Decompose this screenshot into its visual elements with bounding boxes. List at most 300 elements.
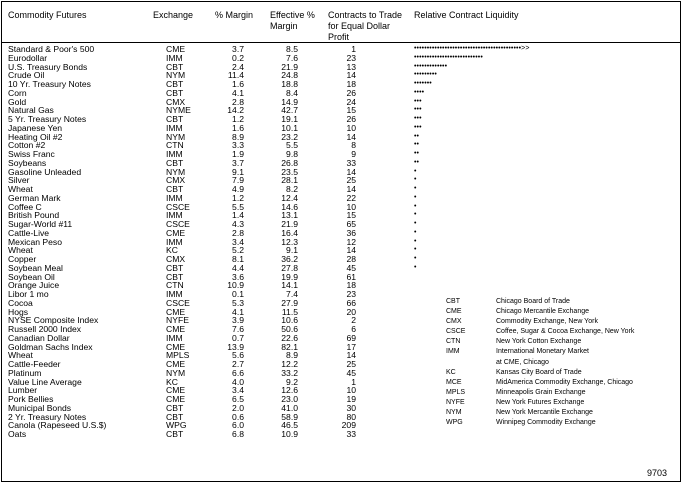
exchange-code: CBT <box>166 402 184 413</box>
liquidity-dots: • <box>414 255 417 262</box>
legend-description: Chicago Mercantile Exchange <box>496 308 589 316</box>
header-exchange: Exchange <box>153 10 194 20</box>
margin-value: 1.4 <box>232 210 244 221</box>
header-contracts: Contracts to Trade for Equal Dollar Profit <box>328 10 403 42</box>
margin-value: 14.2 <box>227 105 244 116</box>
exchange-code: CMX <box>166 96 186 107</box>
margin-value: 9.1 <box>232 166 244 177</box>
contracts-value: 14 <box>346 70 356 81</box>
effective-margin-value: 10.1 <box>281 122 298 133</box>
effective-margin-value: 8.2 <box>286 184 298 194</box>
effective-margin-value: 27.8 <box>281 262 298 273</box>
effective-margin-value: 7.6 <box>286 52 298 63</box>
legend-description: Kansas City Board of Trade <box>496 368 582 376</box>
table-row <box>0 264 684 273</box>
commodity-name: Wheat <box>8 245 33 256</box>
contracts-value: 26 <box>346 114 356 124</box>
table-row <box>0 290 684 299</box>
liquidity-dots: • <box>414 246 417 254</box>
margin-value: 4.1 <box>232 306 244 317</box>
exchange-code: IMM <box>166 332 183 343</box>
effective-margin-value: 8.4 <box>286 87 298 98</box>
commodity-name: Hogs <box>8 306 29 317</box>
effective-margin-value: 24.8 <box>281 70 298 81</box>
effective-margin-value: 14.9 <box>281 96 298 107</box>
legend-description: Winnipeg Commodity Exchange <box>496 419 596 427</box>
table-row <box>0 106 684 115</box>
effective-margin-value: 9.8 <box>286 149 298 159</box>
margin-value: 4.0 <box>232 376 244 387</box>
margin-value: 0.7 <box>232 332 244 343</box>
exchange-code: NYM <box>166 131 186 142</box>
commodity-name: Corn <box>8 87 27 98</box>
liquidity-dots: •• <box>414 141 420 149</box>
table-row <box>0 71 684 80</box>
margin-value: 0.6 <box>232 411 244 422</box>
contracts-value: 13 <box>346 61 356 72</box>
margin-value: 6.5 <box>232 394 244 404</box>
legend-code: NYFE <box>446 398 465 406</box>
margin-value: 1.2 <box>232 192 244 203</box>
exchange-code: NYM <box>166 367 186 378</box>
contracts-value: 1 <box>351 376 356 387</box>
legend-description: Commodity Exchange, New York <box>496 318 598 326</box>
exchange-code: CBT <box>166 429 184 439</box>
legend-description: Chicago Board of Trade <box>496 298 570 305</box>
exchange-code: CTN <box>166 140 184 151</box>
effective-margin-value: 8.5 <box>286 44 298 54</box>
contracts-value: 45 <box>346 367 356 378</box>
legend-code: NYM <box>446 409 462 417</box>
table-row <box>0 176 684 185</box>
effective-margin-value: 9.2 <box>286 376 298 387</box>
contracts-value: 45 <box>346 262 356 273</box>
contracts-value: 18 <box>346 79 356 89</box>
table-row <box>0 63 684 72</box>
table-row <box>0 238 684 247</box>
margin-value: 8.9 <box>232 131 244 142</box>
contracts-value: 9 <box>351 149 356 159</box>
effective-margin-value: 14.1 <box>281 280 298 291</box>
effective-margin-value: 41.0 <box>281 402 298 413</box>
liquidity-dots: • <box>414 202 417 210</box>
effective-margin-value: 36.2 <box>281 254 298 264</box>
effective-margin-value: 12.3 <box>281 236 298 247</box>
liquidity-dots: ••• <box>414 106 422 114</box>
legend-code: MCE <box>446 378 462 386</box>
commodity-name: 10 Yr. Treasury Notes <box>8 79 91 89</box>
legend-code: IMM <box>446 348 460 356</box>
table-row <box>0 246 684 255</box>
table-row <box>0 141 684 150</box>
liquidity-dots: • <box>414 228 417 236</box>
commodity-name: Swiss Franc <box>8 149 55 159</box>
effective-margin-value: 14.6 <box>281 201 298 212</box>
header-liquidity: Relative Contract Liquidity <box>414 10 519 20</box>
liquidity-dots: • <box>414 211 417 219</box>
contracts-value: 20 <box>346 306 356 317</box>
commodity-name: U.S. Treasury Bonds <box>8 61 88 72</box>
commodity-name: Gasoline Unleaded <box>8 166 82 177</box>
margin-value: 5.6 <box>232 350 244 361</box>
effective-margin-value: 18.8 <box>281 79 298 89</box>
exchange-code: IMM <box>166 122 183 133</box>
commodity-name: British Pound <box>8 210 60 221</box>
exchange-code: IMM <box>166 210 183 221</box>
table-row <box>0 229 684 238</box>
margin-value: 3.4 <box>232 385 244 396</box>
figure-code: 9703 <box>647 468 668 478</box>
liquidity-dots: • <box>414 220 417 227</box>
margin-value: 0.2 <box>232 52 244 63</box>
effective-margin-value: 26.8 <box>281 157 298 168</box>
margin-value: 3.3 <box>232 140 244 151</box>
contracts-value: 8 <box>351 140 356 151</box>
margin-value: 3.6 <box>232 271 244 282</box>
legend-description: at CME, Chicago <box>496 358 549 366</box>
contracts-value: 65 <box>346 219 356 229</box>
margin-value: 2.7 <box>232 359 244 369</box>
contracts-value: 23 <box>346 289 356 299</box>
margin-value: 3.7 <box>232 44 244 54</box>
commodity-name: NYSE Composite Index <box>8 315 99 326</box>
effective-margin-value: 42.7 <box>281 105 298 116</box>
contracts-value: 66 <box>346 297 356 308</box>
commodity-name: Russell 2000 Index <box>8 324 82 334</box>
exchange-code: CME <box>166 385 186 396</box>
commodity-name: Copper <box>8 254 37 264</box>
contracts-value: 14 <box>346 166 356 177</box>
commodity-name: Municipal Bonds <box>8 402 72 413</box>
commodity-name: Silver <box>8 175 30 186</box>
margin-value: 6.8 <box>232 429 244 439</box>
effective-margin-value: 23.5 <box>281 166 298 177</box>
contracts-value: 14 <box>346 131 356 142</box>
table-row <box>0 54 684 63</box>
commodity-name: Value Line Average <box>8 376 82 387</box>
liquidity-dots: • <box>414 176 417 184</box>
legend-description: MidAmerica Commodity Exchange, Chicago <box>496 378 633 386</box>
effective-margin-value: 16.4 <box>281 227 298 238</box>
contracts-value: 15 <box>346 210 356 221</box>
commodity-name: Crude Oil <box>8 70 45 81</box>
legend-code: CSCE <box>446 328 466 336</box>
contracts-value: 14 <box>346 245 356 256</box>
liquidity-dots: ••••••••• <box>414 71 437 79</box>
legend-code: WPG <box>446 419 463 427</box>
exchange-code: CBT <box>166 114 184 124</box>
contracts-value: 28 <box>346 254 356 264</box>
commodity-name: Cattle-Feeder <box>8 359 61 369</box>
liquidity-dots: ••••••••••••• <box>414 62 448 70</box>
effective-margin-value: 12.4 <box>281 192 298 203</box>
contracts-value: 22 <box>346 192 356 203</box>
exchange-code: NYME <box>166 105 191 116</box>
exchange-code: CME <box>166 394 186 404</box>
margin-value: 3.9 <box>232 315 244 326</box>
effective-margin-value: 46.5 <box>281 420 298 431</box>
contracts-value: 30 <box>346 402 356 413</box>
margin-value: 5.5 <box>232 201 244 212</box>
commodity-name: Soybean Meal <box>8 262 63 273</box>
contracts-value: 61 <box>346 271 356 282</box>
contracts-value: 209 <box>341 420 356 431</box>
table-row <box>0 89 684 98</box>
margin-value: 2.8 <box>232 227 244 238</box>
commodity-name: Sugar-World #11 <box>8 219 73 229</box>
effective-margin-value: 12.2 <box>281 359 298 369</box>
table-row <box>0 220 684 229</box>
margin-value: 3.7 <box>232 157 244 168</box>
exchange-code: CME <box>166 359 186 369</box>
contracts-value: 80 <box>346 411 356 422</box>
margin-value: 1.9 <box>232 149 244 159</box>
exchange-code: CMX <box>166 175 186 186</box>
commodity-name: 2 Yr. Treasury Notes <box>8 411 87 422</box>
table-row <box>0 430 684 439</box>
liquidity-dots: ••••••• <box>414 80 432 87</box>
header-effective-margin: Effective % Margin <box>270 10 315 31</box>
table-row <box>0 273 684 282</box>
exchange-code: CBT <box>166 157 184 168</box>
legend-code: KC <box>446 368 456 376</box>
commodity-name: Oats <box>8 429 27 439</box>
contracts-value: 14 <box>346 350 356 361</box>
legend-description: Minneapolis Grain Exchange <box>496 388 586 396</box>
margin-value: 7.9 <box>232 175 244 186</box>
exchange-code: CBT <box>166 262 184 273</box>
table-row <box>0 185 684 194</box>
margin-value: 1.6 <box>232 79 244 89</box>
liquidity-dots: • <box>414 193 417 201</box>
margin-value: 10.9 <box>227 280 244 291</box>
effective-margin-value: 58.9 <box>281 411 298 422</box>
commodity-name: Mexican Peso <box>8 236 62 247</box>
contracts-value: 1 <box>351 44 356 54</box>
legend-description: New York Futures Exchange <box>496 398 585 406</box>
effective-margin-value: 19.9 <box>281 271 298 282</box>
contracts-value: 15 <box>346 105 356 116</box>
exchange-code: NYM <box>166 166 186 177</box>
margin-value: 6.6 <box>232 367 244 378</box>
legend-description: New York Cotton Exchange <box>496 338 582 346</box>
commodity-name: Heating Oil #2 <box>8 131 63 142</box>
contracts-value: 17 <box>346 341 356 352</box>
legend-code: CBT <box>446 298 460 305</box>
table-row <box>0 255 684 264</box>
table-row <box>0 281 684 290</box>
exchange-code: CBT <box>166 61 184 72</box>
effective-margin-value: 13.1 <box>281 210 298 221</box>
margin-value: 1.2 <box>232 114 244 124</box>
exchange-code: CME <box>166 44 186 54</box>
exchange-code: IMM <box>166 236 183 247</box>
table-row <box>0 159 684 168</box>
contracts-value: 23 <box>346 52 356 63</box>
commodity-name: Wheat <box>8 184 33 194</box>
exchange-code: IMM <box>166 289 183 299</box>
effective-margin-value: 10.6 <box>281 315 298 326</box>
liquidity-dots: ••• <box>414 97 422 105</box>
table-row <box>0 211 684 220</box>
liquidity-dots: ••• <box>414 115 422 122</box>
contracts-value: 24 <box>346 96 356 107</box>
legend-code: MPLS <box>446 388 466 396</box>
effective-margin-value: 21.9 <box>281 219 298 229</box>
exchange-code: CME <box>166 324 186 334</box>
exchange-code: CME <box>166 341 186 352</box>
exchange-code: CMX <box>166 254 186 264</box>
commodity-name: Gold <box>8 96 27 107</box>
commodity-name: Japanese Yen <box>8 122 63 133</box>
effective-margin-value: 22.6 <box>281 332 298 343</box>
table-row <box>0 203 684 212</box>
commodity-name: Goldman Sachs Index <box>8 341 93 352</box>
contracts-value: 33 <box>346 429 356 439</box>
header-margin: % Margin <box>215 10 254 20</box>
contracts-value: 10 <box>346 122 356 133</box>
legend-description: Coffee, Sugar & Cocoa Exchange, New York <box>496 328 635 336</box>
commodity-name: Natural Gas <box>8 105 54 116</box>
legend-code: CMX <box>446 318 462 326</box>
header-commodity: Commodity Futures <box>8 10 87 20</box>
margin-value: 2.0 <box>232 402 244 413</box>
margin-value: 4.3 <box>232 219 244 229</box>
commodity-name: Platinum <box>8 367 42 378</box>
contracts-value: 69 <box>346 332 356 343</box>
contracts-value: 10 <box>346 201 356 212</box>
contracts-value: 33 <box>346 157 356 168</box>
effective-margin-value: 23.2 <box>281 131 298 142</box>
legend-code: CME <box>446 308 462 316</box>
table-row <box>0 168 684 177</box>
margin-value: 13.9 <box>227 341 244 352</box>
exchange-code: CSCE <box>166 201 190 212</box>
exchange-code: IMM <box>166 52 183 63</box>
exchange-code: CTN <box>166 280 184 291</box>
table-row <box>0 150 684 159</box>
margin-value: 11.4 <box>227 70 244 81</box>
exchange-code: KC <box>166 245 178 256</box>
liquidity-dots: • <box>414 185 417 192</box>
margin-value: 1.6 <box>232 122 244 133</box>
commodity-name: Coffee C <box>8 201 42 212</box>
table-row <box>0 124 684 133</box>
liquidity-dots: ••••••••••••••••••••••••••••••••••••••••••>> <box>414 45 530 52</box>
commodity-name: Lumber <box>8 385 38 396</box>
effective-margin-value: 8.9 <box>286 350 298 361</box>
legend-description: International Monetary Market <box>496 348 589 356</box>
exchange-code: NYM <box>166 70 186 81</box>
margin-value: 2.4 <box>232 61 244 72</box>
effective-margin-value: 10.9 <box>281 429 298 439</box>
effective-margin-value: 9.1 <box>286 245 298 256</box>
exchange-code: CME <box>166 227 186 238</box>
margin-value: 5.2 <box>232 245 244 256</box>
margin-value: 2.8 <box>232 96 244 107</box>
table-row <box>0 98 684 107</box>
table-row <box>0 115 684 124</box>
effective-margin-value: 27.9 <box>281 297 298 308</box>
liquidity-dots: • <box>414 237 417 245</box>
commodity-name: Canadian Dollar <box>8 332 70 343</box>
liquidity-dots: •• <box>414 158 420 166</box>
effective-margin-value: 7.4 <box>286 289 298 299</box>
effective-margin-value: 12.6 <box>281 385 298 396</box>
exchange-code: CBT <box>166 184 184 194</box>
commodity-name: Canola (Rapeseed U.S.$) <box>8 420 107 431</box>
table-row <box>0 45 684 54</box>
commodity-name: Eurodollar <box>8 52 48 63</box>
commodity-name: Soybean Oil <box>8 271 55 282</box>
table-row <box>0 133 684 142</box>
exchange-code: IMM <box>166 149 183 159</box>
exchange-code: CSCE <box>166 297 190 308</box>
legend-description: New York Mercantile Exchange <box>496 409 593 417</box>
contracts-value: 26 <box>346 87 356 98</box>
contracts-value: 14 <box>346 184 356 194</box>
exchange-code: CBT <box>166 271 184 282</box>
legend-code: CTN <box>446 338 461 346</box>
liquidity-dots: • <box>414 167 417 175</box>
exchange-code: CBT <box>166 87 184 98</box>
contracts-value: 12 <box>346 236 356 247</box>
commodity-name: Cocoa <box>8 297 33 308</box>
commodity-name: Libor 1 mo <box>8 289 49 299</box>
exchange-code: CME <box>166 306 186 317</box>
commodity-name: Standard & Poor's 500 <box>8 44 95 54</box>
effective-margin-value: 50.6 <box>281 324 298 334</box>
exchange-code: MPLS <box>166 350 190 361</box>
commodity-name: Pork Bellies <box>8 394 54 404</box>
effective-margin-value: 28.1 <box>281 175 298 186</box>
exchange-code: NYFE <box>166 315 189 326</box>
liquidity-dots: • <box>414 263 417 271</box>
commodity-name: 5 Yr. Treasury Notes <box>8 114 87 124</box>
liquidity-dots: ••••••••••••••••••••••••••• <box>414 53 483 61</box>
margin-value: 0.1 <box>232 289 244 299</box>
effective-margin-value: 33.2 <box>281 367 298 378</box>
liquidity-dots: •••• <box>414 88 425 96</box>
effective-margin-value: 82.1 <box>281 341 298 352</box>
table-row <box>0 194 684 203</box>
contracts-value: 19 <box>346 394 356 404</box>
table-row <box>0 80 684 89</box>
exchange-code: CBT <box>166 411 184 422</box>
contracts-value: 36 <box>346 227 356 238</box>
margin-value: 3.4 <box>232 236 244 247</box>
effective-margin-value: 5.5 <box>286 140 298 151</box>
contracts-value: 10 <box>346 385 356 396</box>
contracts-value: 25 <box>346 175 356 186</box>
margin-value: 4.1 <box>232 87 244 98</box>
contracts-value: 18 <box>346 280 356 291</box>
margin-value: 8.1 <box>232 254 244 264</box>
liquidity-dots: •• <box>414 150 420 157</box>
margin-value: 7.6 <box>232 324 244 334</box>
margin-value: 4.9 <box>232 184 244 194</box>
commodity-name: Wheat <box>8 350 33 361</box>
margin-value: 5.3 <box>232 297 244 308</box>
commodity-name: German Mark <box>8 192 61 203</box>
margin-value: 4.4 <box>232 262 244 273</box>
contracts-value: 2 <box>351 315 356 326</box>
effective-margin-value: 11.5 <box>281 306 298 317</box>
effective-margin-value: 21.9 <box>281 61 298 72</box>
effective-margin-value: 19.1 <box>281 114 298 124</box>
exchange-code: KC <box>166 376 178 387</box>
effective-margin-value: 23.0 <box>281 394 298 404</box>
